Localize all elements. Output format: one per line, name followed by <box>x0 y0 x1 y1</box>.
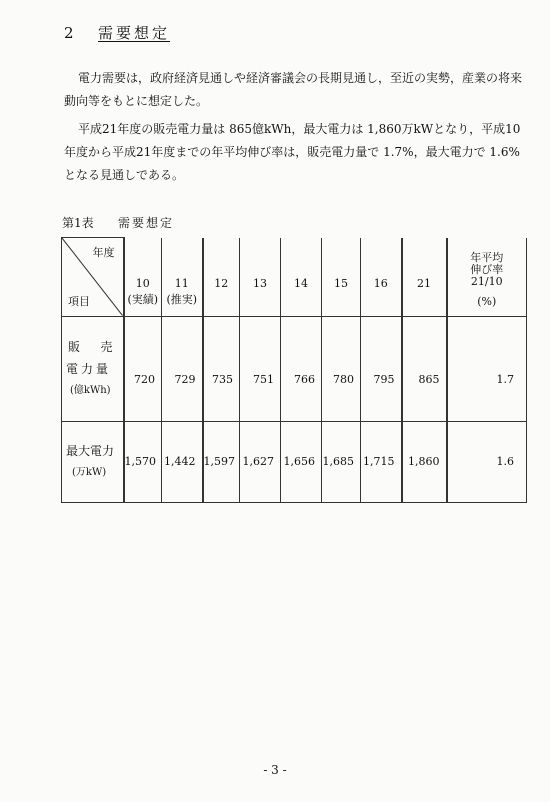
cell-peak-10: 1,570 <box>124 421 162 502</box>
cell-peak-11: 1,442 <box>162 421 203 502</box>
cell-peak-14: 1,656 <box>281 421 322 502</box>
year-header-21: 21 <box>402 238 447 317</box>
year-header-14: 14 <box>281 238 322 317</box>
cell-sales-12: 735 <box>203 316 240 421</box>
cell-sales-14: 766 <box>281 316 322 421</box>
cell-sales-rate: 1.7 <box>447 316 527 421</box>
year-header-11: 11 (推実) <box>162 238 203 317</box>
demand-forecast-table <box>61 237 527 503</box>
cell-sales-10: 720 <box>124 316 162 421</box>
paragraph-1: 電力需要は，政府経済見通しや経済審議会の長期見通し，至近の実勢，産業の将来動向等をもとに想定した。 <box>64 71 523 108</box>
table-caption <box>62 214 174 231</box>
cell-peak-12: 1,597 <box>203 421 240 502</box>
section-title: 需要想定 <box>98 24 171 42</box>
table-header-row <box>62 238 527 317</box>
year-header-15: 15 <box>322 238 361 317</box>
cell-sales-21: 865 <box>402 316 447 421</box>
year-header-12: 12 <box>203 238 240 317</box>
cell-peak-15: 1,685 <box>322 421 361 502</box>
cell-sales-16: 795 <box>361 316 402 421</box>
rate-header: 年平均 伸び率 21/10 (%) <box>447 238 527 317</box>
corner-label-year: 年度 <box>92 246 115 259</box>
corner-label-item: 項目 <box>68 294 90 308</box>
row-label-sales: 販 売 電力量 (億kWh) <box>62 316 124 421</box>
cell-sales-15: 780 <box>322 316 361 421</box>
cell-peak-rate: 1.6 <box>447 421 527 502</box>
cell-sales-13: 751 <box>240 316 281 421</box>
year-header-16: 16 <box>361 238 402 317</box>
table-caption-title: 需要想定 <box>118 216 175 230</box>
cell-peak-13: 1,627 <box>240 421 281 502</box>
cell-peak-16: 1,715 <box>361 421 402 502</box>
section-heading <box>64 22 170 43</box>
year-header-13: 13 <box>240 238 281 317</box>
table-row-peak <box>62 421 527 502</box>
page-number: - 3 - <box>263 763 287 777</box>
table-row-sales <box>62 316 527 421</box>
year-header-10: 10 (実績) <box>124 238 162 317</box>
paragraph-2: 平成21年度の販売電力量は 865億kWh，最大電力は 1,860万kWとなり，平成10年度から平成21年度までの年平均伸び率は，販売電力量で 1.7%，最大電力で 1.6%となる見通しである。 <box>64 122 521 182</box>
row-label-peak: 最大電力 (万kW) <box>62 421 124 502</box>
cell-peak-21: 1,860 <box>402 421 447 502</box>
table-caption-label: 第1表 <box>62 216 94 230</box>
corner-cell <box>62 238 124 317</box>
cell-sales-11: 729 <box>162 316 203 421</box>
section-number: 2 <box>64 24 75 42</box>
